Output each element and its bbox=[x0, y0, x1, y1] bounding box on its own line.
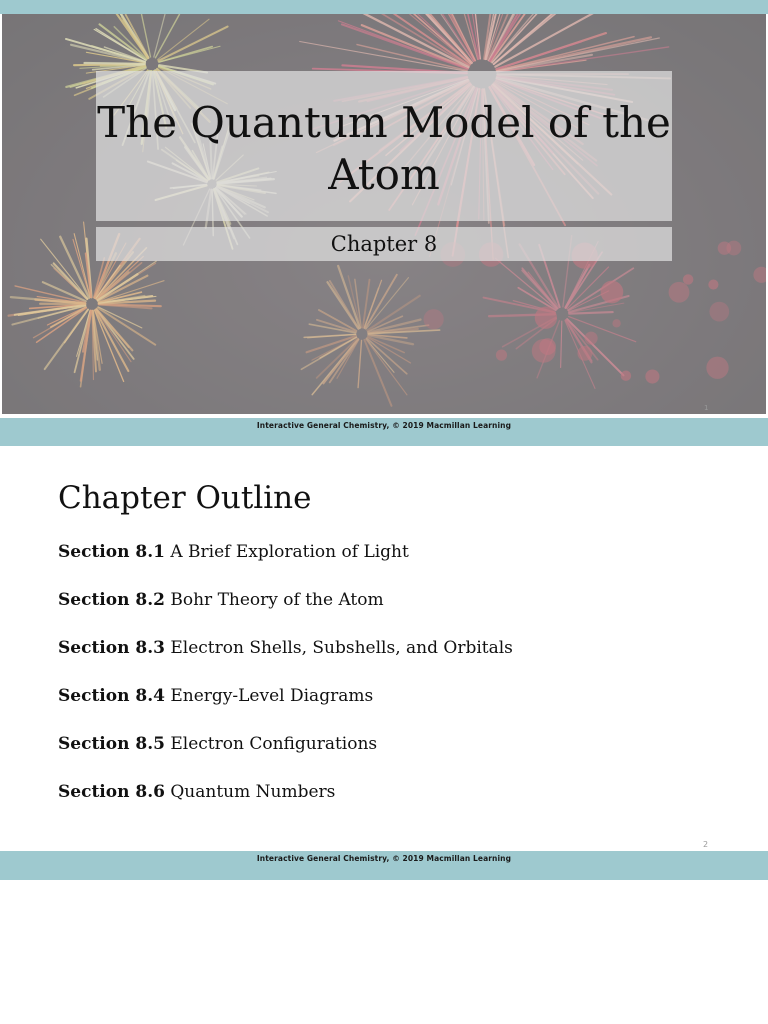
section-label: Section 8.4 bbox=[58, 686, 165, 706]
title-box bbox=[96, 71, 672, 221]
section-label: Section 8.1 bbox=[58, 542, 165, 562]
subtitle-box bbox=[96, 227, 672, 261]
section-title: Energy-Level Diagrams bbox=[170, 686, 374, 706]
section-label: Section 8.6 bbox=[58, 782, 165, 802]
footer-band-slide-2 bbox=[0, 851, 768, 880]
chapter-outline bbox=[58, 478, 718, 830]
slide-subtitle: Chapter 8 bbox=[330, 232, 438, 256]
copyright-footer: Interactive General Chemistry, © 2019 Macmillan Learning bbox=[256, 421, 512, 430]
section-title: A Brief Exploration of Light bbox=[170, 542, 409, 562]
section-title: Electron Configurations bbox=[170, 734, 378, 754]
section-title: Electron Shells, Subshells, and Orbitals bbox=[170, 638, 513, 658]
slide-1-page-number: 1 bbox=[704, 404, 709, 412]
section-item bbox=[58, 782, 718, 830]
section-item bbox=[58, 734, 718, 782]
slide-2-page-number: 2 bbox=[703, 840, 709, 849]
top-band bbox=[0, 0, 768, 14]
section-item bbox=[58, 542, 718, 590]
section-label: Section 8.3 bbox=[58, 638, 165, 658]
outline-heading: Chapter Outline bbox=[58, 480, 312, 516]
section-item bbox=[58, 638, 718, 686]
section-item bbox=[58, 686, 718, 734]
title-slide bbox=[2, 14, 766, 414]
slide-title: The Quantum Model of the Atom bbox=[97, 98, 671, 199]
section-title: Bohr Theory of the Atom bbox=[170, 590, 384, 610]
footer-band-slide-1 bbox=[0, 418, 768, 446]
section-label: Section 8.2 bbox=[58, 590, 165, 610]
copyright-footer: Interactive General Chemistry, © 2019 Macmillan Learning bbox=[256, 854, 512, 863]
section-item bbox=[58, 590, 718, 638]
section-title: Quantum Numbers bbox=[170, 782, 336, 802]
section-label: Section 8.5 bbox=[58, 734, 165, 754]
